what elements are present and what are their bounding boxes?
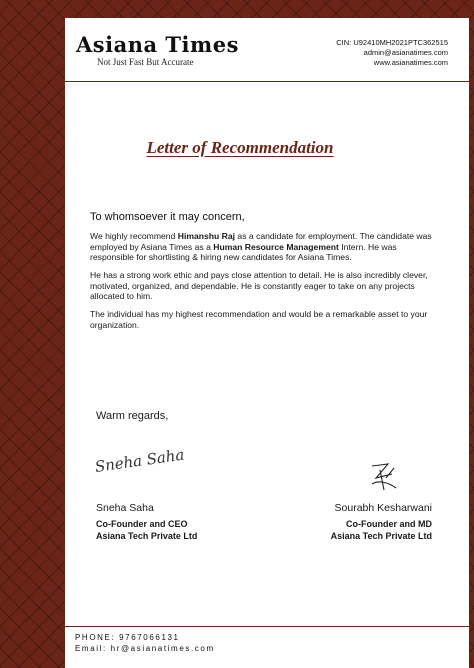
signer-left-name: Sneha Saha: [96, 502, 154, 514]
signer-right-company: Asiana Tech Private Ltd: [330, 531, 432, 541]
brand-logo: Asiana Times: [76, 32, 239, 57]
company-contact: [336, 38, 448, 68]
signer-right: [331, 502, 432, 542]
signer-left: [96, 502, 197, 542]
website: www.asianatimes.com: [373, 58, 448, 67]
footer-email: Email: hr@asianatimes.com: [75, 644, 215, 653]
closing-line: Warm regards,: [96, 410, 169, 422]
admin-email: admin@asianatimes.com: [363, 48, 448, 57]
letter-page: [65, 18, 469, 668]
letter-title: Letter of Recommendation: [146, 138, 334, 157]
signer-right-title: Co-Founder and MD: [346, 519, 432, 529]
candidate-name: Himanshu Raj: [177, 231, 236, 241]
signer-left-company: Asiana Tech Private Ltd: [96, 531, 198, 541]
footer-contact: [75, 632, 215, 654]
cin-number: CIN: U92410MH2021PTC362515: [336, 38, 448, 47]
candidate-role: Human Resource Management: [213, 241, 339, 252]
brand-tagline: Not Just Fast But Accurate: [97, 57, 194, 67]
letter-body: [90, 231, 438, 338]
paragraph-2: He has a strong work ethic and pays close attention to detail. He is also incredibly clever, motivated, organized, and dependable. He is constantly eager to take on any projects allocated to him.: [90, 270, 428, 301]
header-divider: [65, 81, 469, 82]
signer-right-name: Sourabh Kesharwani: [334, 502, 432, 514]
salutation: To whomsoever it may concern,: [90, 211, 245, 223]
footer-phone: PHONE: 9767066131: [75, 633, 180, 642]
signature-image-right: [366, 460, 400, 496]
footer-divider: [65, 626, 469, 627]
signature-image-left: Sneha Saha: [93, 445, 186, 476]
paragraph-3: The individual has my highest recommendation and would be a remarkable asset to your organization.: [90, 309, 428, 330]
paragraph-1: We highly recommend Himanshu Raj as a candidate for employment. The candidate was employed by Asiana Times as a Human Resource Management Intern. He was responsible for shortlisting & hiring new candidates for Asiana Times.: [90, 231, 432, 262]
signer-left-title: Co-Founder and CEO: [96, 519, 188, 529]
